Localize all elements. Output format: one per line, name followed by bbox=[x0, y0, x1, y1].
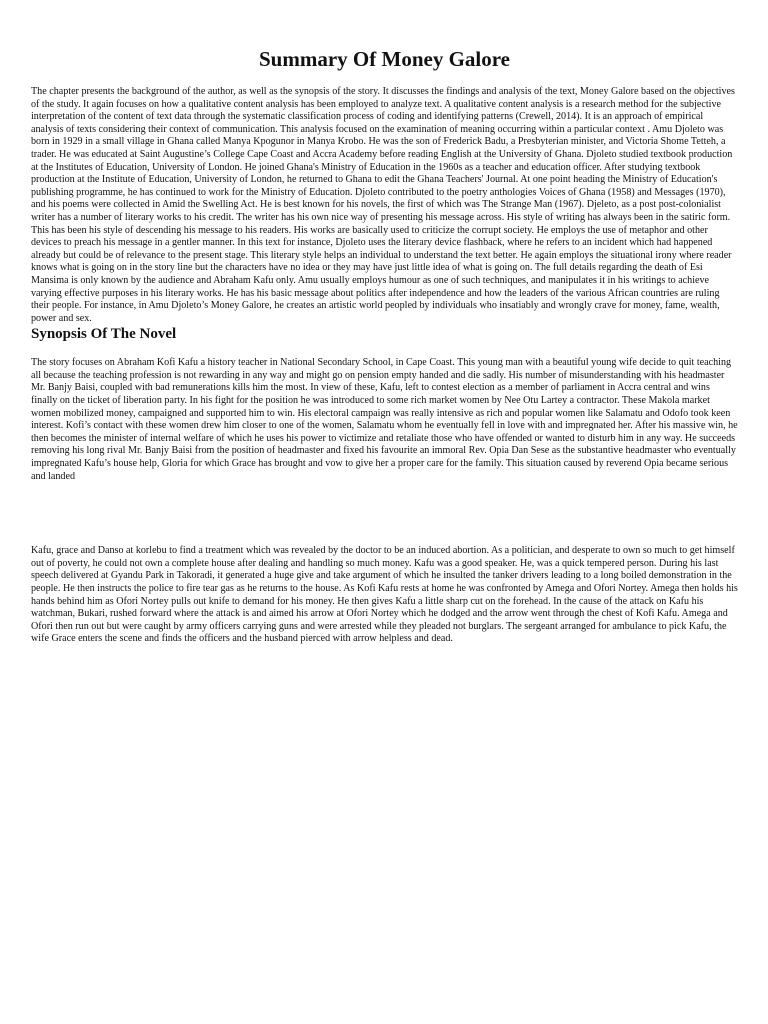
synopsis-paragraph: The story focuses on Abraham Kofi Kafu a history teacher in National Secondary School, in Cape Coast. This young man with a beautiful young wife decide to quit teaching all because the teaching profession is not rewarding in any way and might go on pension empty handed and die sadly. His number of misunderstanding with his headmaster Mr. Banjy Baisi, coupled with bad remunerations kills him the most. In view of these, Kafu, left to contest election as a member of parliament in Accra central and wins finally on the ticket of liberation party. In his fight for the position he was introduced to some rich market women by Nee Otu Lartey a contractor. These Makola market women mobilized money, campaigned and supported him to win. His electoral campaign was really intensive as rich and popular women like Salamatu and Odofo took keen interest. Kofi’s contact with these women drew him closer to one of the women, Salamatu whom he eventually fell in love with and impregnated her. After his massive win, he then becomes the minister of internal welfare of which he uses his power to victimize and retaliate those who have offended or wanted to disturb him in any way. He succeeds removing his long rival Mr. Banjy Baisi from the position of headmaster and fixed his favourite an immoral Rev. Opia Dan Sese as the substantive headmaster who eventually impregnated Kafu’s house help, Gloria for which Grace has brought and vow to give her a proper care for the family. This situation caused by reverend Opia became serious and landed bbox=[31, 357, 738, 482]
synopsis-heading: Synopsis Of The Novel bbox=[31, 326, 177, 343]
intro-paragraph: The chapter presents the background of the author, as well as the synopsis of the story. It discusses the findings and analysis of the text, Money Galore based on the objectives of the study. It again focuses on how a qualitative content analysis has been employed to analyze text. A qualitative content analysis is a research method for the subjective interpretation of the content of text data through the systematic classification process of coding and identifying patterns (Crewell, 2014). It is an approach of empirical analysis of texts considering their context of communication. This analysis focused on the examination of meaning occurring within a particular context . Amu Djoleto was born in 1929 in a small village in Ghana called Manya Kpogunor in Manya Krobo. He was the son of Frederick Badu, a Presbyterian minister, and Victoria Shome Tetteh, a trader. He was educated at Saint Augustine’s College Cape Coast and Accra Academy before reading English at the University of Ghana. Djoleto studied textbook production at the Institutes of Education, University of London. He joined Ghana's Ministry of Education in the 1960s as a teacher and education officer. After studying textbook production at the Institute of Education, University of London, he returned to Ghana to edit the Ghana Teachers' Journal. At one point heading the Ministry of Education's publishing programme, he has continued to work for the Ministry of Education. Djoleto contributed to the poetry anthologies Voices of Ghana (1958) and Messages (1970), and his poems were collected in Amid the Swelling Act. He is best known for his novels, the first of which was The Strange Man (1967). Djeleto, as a post post-colonialist writer has a number of literary works to his credit. The writer has his own nice way of presenting his message across. His style of writing has always been in the satiric form. This has been his style of descending his message to his readers. His works are basically used to criticize the corrupt society. He employs the use of metaphor and other devices to preach his message in a gentler manner. In this text for instance, Djoleto uses the literary device flashback, where he refers to an incident which had happened already but could be of relevance to the present stage. This literary style helps an individual to understand the text better. He again employs the situational irony where reader knows what is going on in the story line but the characters have no idea or they may have just little idea of what is going on. The full details regarding the death of Esi Mansima is only known by the audience and Abraham Kafu only. Amu usually employs humour as one of such techniques, and manipulates it in his writings to achieve varying effective purposes in his literary works. He has his basic message about politics after independence and how the leaders of the various African countries are ruling their people. For instance, in Amu Djoleto’s Money Galore, he creates an artistic world peopled by individuals who insatiably and wrongly crave for money, fame, wealth, power and sex. bbox=[31, 86, 735, 324]
document-title: Summary Of Money Galore bbox=[259, 47, 510, 71]
synopsis-continued-paragraph: Kafu, grace and Danso at korlebu to find a treatment which was revealed by the doctor to be an induced abortion. As a politician, and desperate to own so much to get himself out of poverty, he could not own a complete house after dealing and handling so much money. Kafu was a good speaker. He, was a quick tempered person. During his last speech delivered at Gyandu Park in Takoradi, it generated a huge give and take argument of which he insulted the tanker drivers leading to a long boiled demonstration in the people. He then instructs the police to fire tear gas as he returns to the house. As Kofi Kafu rests at home he was confronted by Amega and Ofori Nortey. Amega then holds his hands behind him as Ofori Nortey pulls out knife to demand for his money. He then gives Kafu a little sharp cut on the forehead. In the cause of the attack on Kafu his watchman, Bukari, rushed forward where the attack is and aimed his arrow at Ofori Nortey which he dodged and the arrow went through the chest of Kofi Kafu. Amega and Ofori then run out but were caught by army officers carrying guns and were arrested while they pleaded not burglars. The sergeant arranged for ambulance to pick Kafu, the wife Grace enters the scene and finds the officers and the husband pierced with arrow helpless and dead. bbox=[31, 545, 738, 645]
